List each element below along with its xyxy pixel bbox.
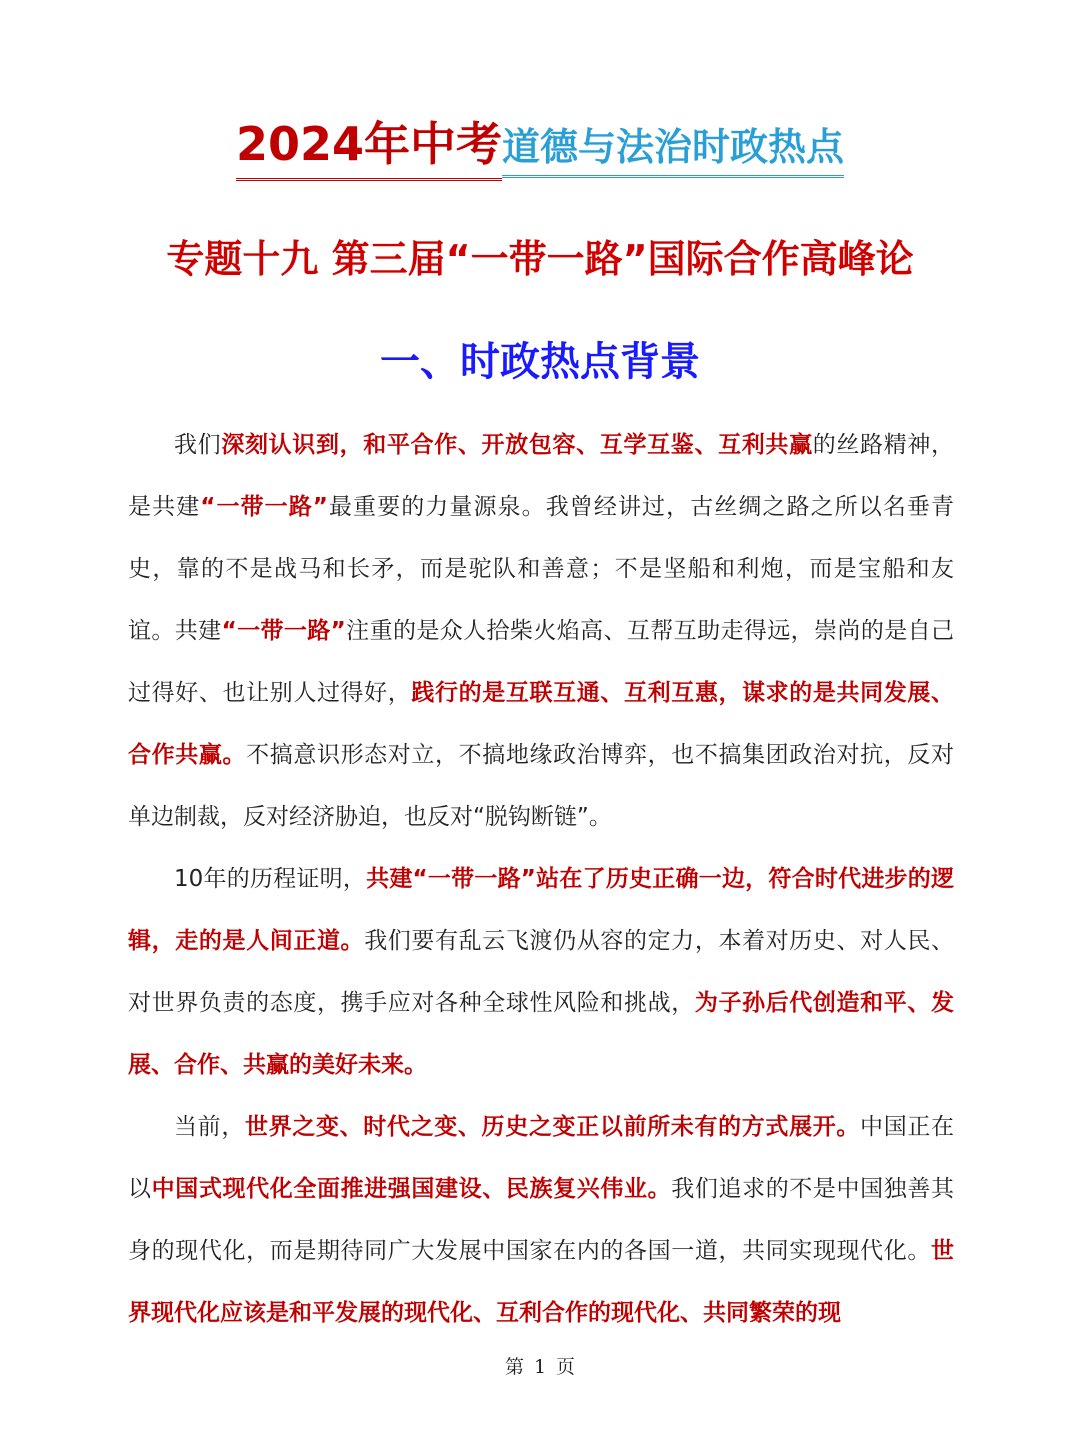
text-run: 的丝路精神，是共建 <box>128 432 954 520</box>
highlight-run: “一带一路” <box>200 494 328 520</box>
title-subject: 道德与法治时政热点 <box>502 116 844 178</box>
topic-title: 专题十九 第三届“一带一路”国际合作高峰论 <box>166 237 914 281</box>
footer-prefix: 第 <box>504 1356 524 1378</box>
highlight-run: 践行的是互联互通、互利互惠，谋求的是共同发展、合作共赢。 <box>128 680 955 768</box>
text-run: 最重要的力量源泉。我曾经讲过，古丝绸之路之所以名垂青史，靠的不是战马和长矛，而是驼队和善意；不是坚船和利炮，而是宝船和友谊。共建 <box>128 494 955 644</box>
highlight-run: “一带一路” <box>221 618 346 644</box>
highlight-run: 世界现代化应该是和平发展的现代化、互利合作的现代化、共同繁荣的现 <box>128 1238 954 1326</box>
highlight-run: 中国式现代化全面推进强国建设、民族复兴伟业。 <box>151 1176 672 1202</box>
text-run: 我们 <box>174 432 222 458</box>
highlight-run: 共建“一带一路”站在了历史正确一边，符合时代进步的逻辑，走的是人间正道。 <box>128 866 954 954</box>
text-run: 中国正在以 <box>128 1114 954 1202</box>
text-run: 注重的是众人拾柴火焰高、互帮互助走得远，崇尚的是自己过得好、也让别人过得好， <box>128 618 955 706</box>
text-run: 当前， <box>174 1114 245 1140</box>
section-heading: 一、时政热点背景 <box>380 339 700 385</box>
text-run: 10年的历程证明， <box>174 866 367 892</box>
footer-suffix: 页 <box>556 1356 576 1378</box>
document-title <box>0 108 1080 181</box>
text-run: 我们要有乱云飞渡仍从容的定力，本着对历史、对人民、对世界负责的态度，携手应对各种全球性风险和挑战， <box>128 928 955 1016</box>
text-run: 不搞意识形态对立，不搞地缘政治博弈，也不搞集团政治对抗，反对单边制裁，反对经济胁迫，也反对“脱钩断链”。 <box>128 742 955 830</box>
page-footer <box>0 1352 1080 1379</box>
paragraph-3 <box>128 1096 954 1344</box>
paragraph-1 <box>128 414 954 848</box>
highlight-run: 深刻认识到，和平合作、开放包容、互学互鉴、互利共赢 <box>221 432 813 458</box>
highlight-run: 为子孙后代创造和平、发展、合作、共赢的美好未来。 <box>128 990 955 1078</box>
page-number: 1 <box>533 1356 547 1378</box>
title-year-exam: 2024年中考 <box>236 108 502 181</box>
text-run: 我们追求的不是中国独善其身的现代化，而是期待同广大发展中国家在内的各国一道，共同实现现代化。 <box>128 1176 955 1264</box>
paragraph-2 <box>128 848 954 1096</box>
body-text <box>128 414 954 1344</box>
highlight-run: 世界之变、时代之变、历史之变正以前所未有的方式展开。 <box>244 1114 861 1140</box>
